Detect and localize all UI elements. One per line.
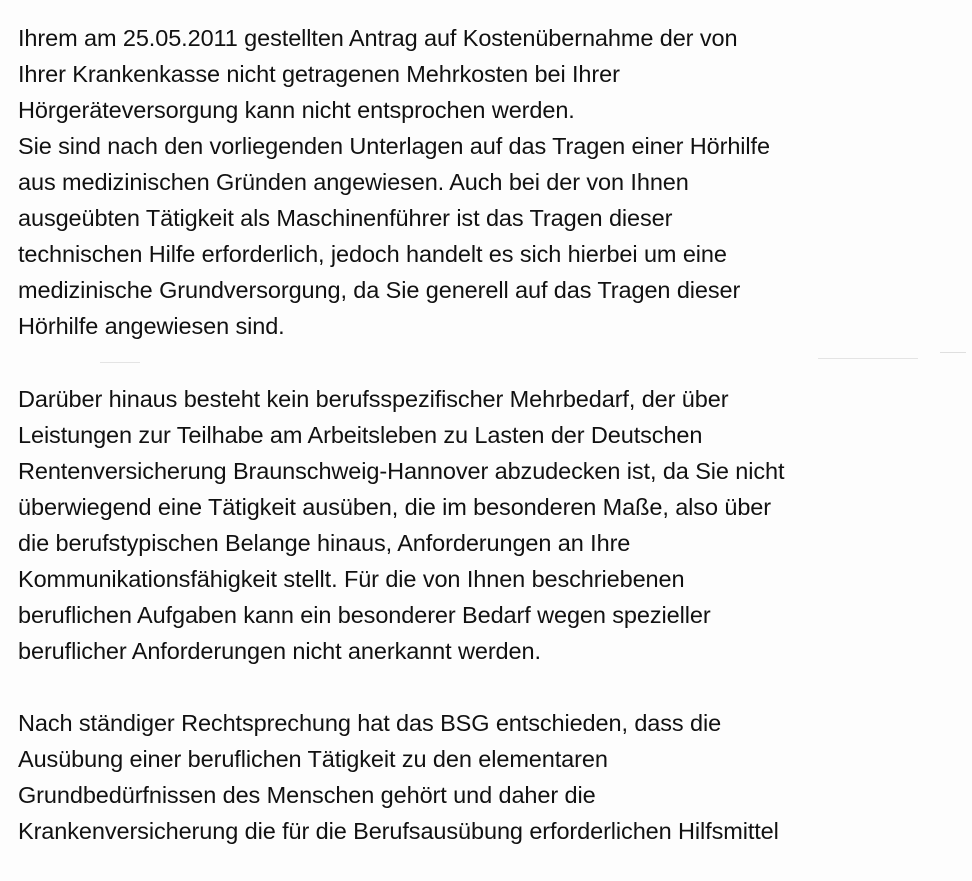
text-line: technischen Hilfe erforderlich, jedoch handelt es sich hierbei um eine <box>18 241 727 267</box>
text-line: Nach ständiger Rechtsprechung hat das BSG entschieden, dass die <box>18 710 722 736</box>
text-line: Darüber hinaus besteht kein berufsspezifischer Mehrbedarf, der über <box>18 386 729 412</box>
text-line: aus medizinischen Gründen angewiesen. Auch bei der von Ihnen <box>18 169 689 195</box>
text-line: Ausübung einer beruflichen Tätigkeit zu den elementaren <box>18 746 608 772</box>
text-line: Kommunikationsfähigkeit stellt. Für die von Ihnen beschriebenen <box>18 566 685 592</box>
paragraph-1 <box>18 20 958 344</box>
text-line: Sie sind nach den vorliegenden Unterlagen auf das Tragen einer Hörhilfe <box>18 133 770 159</box>
text-line: Grundbedürfnissen des Menschen gehört und daher die <box>18 782 596 808</box>
scan-artifact <box>818 358 918 359</box>
text-line: Krankenversicherung die für die Berufsausübung erforderlichen Hilfsmittel <box>18 818 779 844</box>
text-line: überwiegend eine Tätigkeit ausüben, die im besonderen Maße, also über <box>18 494 771 520</box>
text-line: beruflichen Aufgaben kann ein besonderer Bedarf wegen spezieller <box>18 602 711 628</box>
text-line: Hörhilfe angewiesen sind. <box>18 313 285 339</box>
text-line: die berufstypischen Belange hinaus, Anforderungen an Ihre <box>18 530 631 556</box>
paragraph-3 <box>18 705 958 849</box>
text-line: Ihrer Krankenkasse nicht getragenen Mehrkosten bei Ihrer <box>18 61 620 87</box>
text-line: beruflicher Anforderungen nicht anerkannt werden. <box>18 638 541 664</box>
text-line: Ihrem am 25.05.2011 gestellten Antrag auf Kostenübernahme der von <box>18 25 738 51</box>
text-line: Hörgeräteversorgung kann nicht entsprochen werden. <box>18 97 575 123</box>
text-line: Leistungen zur Teilhabe am Arbeitsleben zu Lasten der Deutschen <box>18 422 703 448</box>
scan-artifact <box>100 362 140 363</box>
text-line: Rentenversicherung Braunschweig-Hannover abzudecken ist, da Sie nicht <box>18 458 785 484</box>
text-line: medizinische Grundversorgung, da Sie generell auf das Tragen dieser <box>18 277 741 303</box>
scan-artifact <box>940 352 966 353</box>
paragraph-2 <box>18 381 958 669</box>
text-line: ausgeübten Tätigkeit als Maschinenführer ist das Tragen dieser <box>18 205 673 231</box>
